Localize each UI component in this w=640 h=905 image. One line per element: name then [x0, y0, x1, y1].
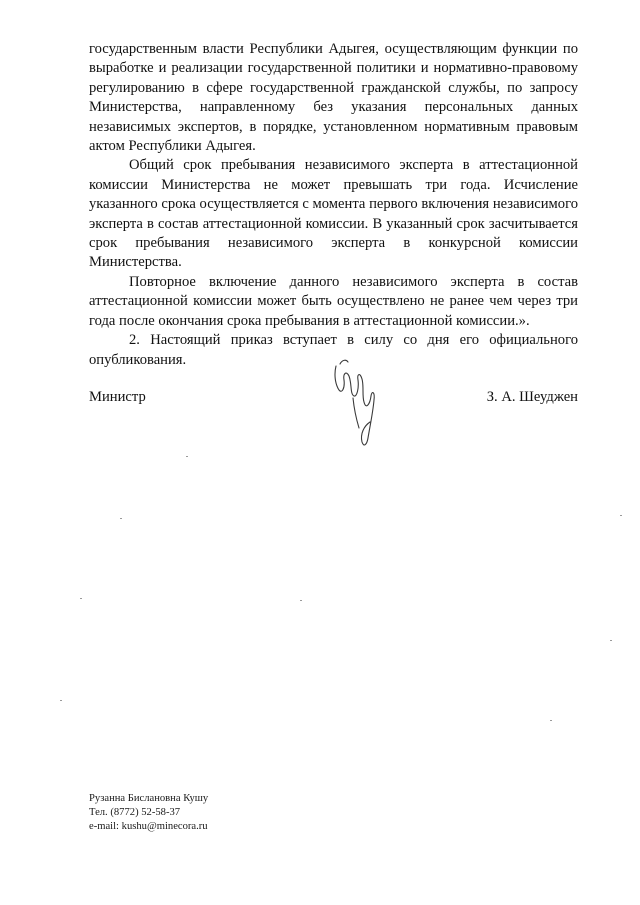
scan-speck	[300, 600, 302, 601]
scan-speck	[550, 720, 552, 721]
paragraph-term-of-expert: Общий срок пребывания независимого эксперта в аттестационной комиссии Министерства не может превышать три года. Исчисление указанного срока осуществляется с момента первого включения независимого эксперта в состав аттестационной комиссии. В указанный срок засчитывается срок пребывания независимого эксперта в конкурсной комиссии Министерства.	[89, 157, 578, 271]
paragraph-repeat-inclusion: Повторное включение данного независимого эксперта в состав аттестационной комиссии может быть осуществлено не ранее чем через три года после окончания срока пребывания в аттестационной комиссии.».	[89, 273, 578, 329]
contact-email: e-mail: kushu@minecora.ru	[89, 820, 208, 832]
scan-speck	[60, 700, 62, 701]
paragraph-entry-into-force: 2. Настоящий приказ вступает в силу со дня его официального опубликования.	[89, 332, 578, 368]
signatory-title: Министр	[89, 389, 146, 405]
scan-speck	[186, 456, 188, 457]
scan-speck	[80, 598, 82, 599]
document-body	[89, 40, 578, 370]
scan-speck	[610, 640, 612, 641]
handwritten-signature	[326, 352, 386, 452]
contact-person: Рузанна Бислановна Кушу	[89, 793, 209, 804]
contact-info	[89, 792, 208, 833]
scan-speck	[620, 515, 622, 516]
contact-phone: Тел. (8772) 52-58-37	[89, 806, 181, 818]
scan-speck	[120, 518, 122, 519]
paragraph-continuation: государственным власти Республики Адыгея, осуществляющим функции по выработке и реализации государственной политики и нормативно-правовому регулированию в сфере государственной гражданской службы, по запросу Министерства, направленному без указания персональных данных независимых экспертов, в порядке, установленном нормативным правовым актом Республики Адыгея.	[89, 41, 578, 155]
signatory-name: З. А. Шеуджен	[486, 389, 578, 405]
